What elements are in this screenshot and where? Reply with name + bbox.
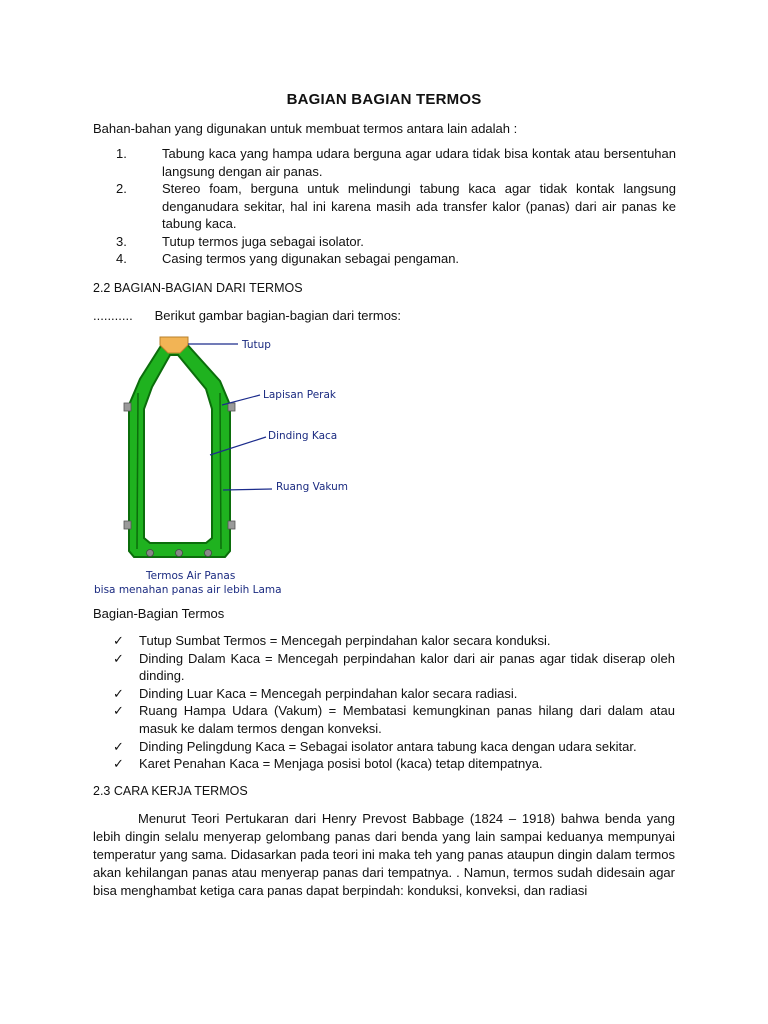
checkmark-icon: ✓ bbox=[113, 756, 124, 772]
label-dinding-kaca: Dinding Kaca bbox=[268, 430, 338, 442]
list-item bbox=[113, 685, 675, 703]
list-text: Tutup termos juga sebagai isolator. bbox=[162, 233, 364, 249]
spacer-block bbox=[228, 403, 235, 411]
list-text: Ruang Hampa Udara (Vakum) = Membatasi kemungkinan panas hilang dari dalam atau masuk ke dalam termos dengan konveksi. bbox=[139, 703, 675, 736]
rubber-support bbox=[147, 550, 154, 557]
list-text: Dinding Luar Kaca = Mencegah perpindahan kalor secara radiasi. bbox=[139, 685, 518, 701]
intro-text: Bahan-bahan yang digunakan untuk membuat termos antara lain adalah : bbox=[93, 121, 518, 136]
rubber-support bbox=[176, 550, 183, 557]
vacuum-gap-line bbox=[220, 393, 221, 549]
list-number: 3. bbox=[116, 233, 127, 249]
label-ruang-vakum: Ruang Vakum bbox=[276, 481, 349, 493]
figure-intro-dots: ........... bbox=[93, 308, 133, 323]
list-item bbox=[116, 145, 676, 180]
list-item bbox=[116, 250, 676, 268]
figure-intro bbox=[93, 308, 401, 323]
list-text: Dinding Dalam Kaca = Mencegah perpindahan kalor dari air panas agar tidak diserap oleh dinding. bbox=[139, 650, 675, 684]
figure-caption-line2: bisa menahan panas air lebih Lama bbox=[94, 584, 282, 596]
list-text: Stereo foam, berguna untuk melindungi tabung kaca agar tidak kontak langsung denganudara sekitar, hal ini karena masih ada transfer kalor (panas) dari air panas ke tabung kaca. bbox=[162, 181, 676, 231]
list-number: 2. bbox=[116, 181, 127, 196]
list-item bbox=[116, 180, 676, 233]
materials-list bbox=[116, 145, 676, 268]
page-title: BAGIAN BAGIAN TERMOS bbox=[286, 91, 482, 108]
body-paragraph bbox=[93, 810, 675, 900]
checkmark-icon: ✓ bbox=[113, 685, 124, 701]
list-item bbox=[113, 755, 675, 773]
list-item bbox=[113, 650, 675, 685]
list-text: Casing termos yang digunakan sebagai pengaman. bbox=[162, 251, 460, 266]
list-item bbox=[116, 233, 676, 251]
figure-caption-line1: Termos Air Panas bbox=[146, 570, 236, 582]
spacer-block bbox=[228, 521, 235, 529]
section-heading-2-2: 2.2 BAGIAN-BAGIAN DARI TERMOS bbox=[93, 281, 303, 295]
checkmark-icon: ✓ bbox=[113, 703, 124, 719]
paragraph-text: Menurut Teori Pertukaran dari Henry Prevost Babbage (1824 – 1918) bahwa benda yang lebih dingin selalu menyerap gelombang panas dari benda yang lain sampai keduanya mempunyai temperatur yang sama. Didasarkan pada teori ini maka teh yang panas ataupun dingin dalam termos akan kehilangan panas atau menyerap panas dari tempatnya. . Namun, termos sudah didesain agar bisa menghambat ketiga cara panas dapat berpindah: konduksi, konveksi, dan radiasi bbox=[93, 811, 675, 898]
list-text: Tabung kaca yang hampa udara berguna agar udara tidak bisa kontak atau bersentuhan langsung dengan air panas. bbox=[162, 146, 676, 179]
vacuum-gap-line bbox=[137, 393, 138, 549]
spacer-block bbox=[124, 403, 131, 411]
parts-list bbox=[113, 632, 675, 773]
list-item bbox=[113, 632, 675, 650]
figure-intro-text: Berikut gambar bagian-bagian dari termos: bbox=[154, 308, 402, 323]
list-text: Dinding Pelingdung Kaca = Sebagai isolator antara tabung kaca dengan udara sekitar. bbox=[139, 738, 637, 754]
thermos-inner-chamber bbox=[144, 355, 212, 543]
list-text: Tutup Sumbat Termos = Mencegah perpindahan kalor secara konduksi. bbox=[139, 633, 551, 648]
checkmark-icon: ✓ bbox=[113, 738, 124, 754]
list-item bbox=[113, 702, 675, 737]
list-item bbox=[113, 738, 675, 756]
spacer-block bbox=[124, 521, 131, 529]
checkmark-icon: ✓ bbox=[113, 633, 124, 648]
list-number: 4. bbox=[116, 251, 127, 266]
section-heading-2-3: 2.3 CARA KERJA TERMOS bbox=[93, 784, 248, 798]
parts-heading: Bagian-Bagian Termos bbox=[93, 606, 225, 621]
list-text: Karet Penahan Kaca = Menjaga posisi botol (kaca) tetap ditempatnya. bbox=[139, 756, 543, 772]
list-number: 1. bbox=[116, 146, 127, 161]
thermos-diagram bbox=[88, 333, 368, 598]
rubber-support bbox=[205, 550, 212, 557]
label-tutup: Tutup bbox=[242, 339, 271, 351]
checkmark-icon: ✓ bbox=[113, 650, 124, 666]
label-lapisan-perak: Lapisan Perak bbox=[263, 389, 337, 401]
